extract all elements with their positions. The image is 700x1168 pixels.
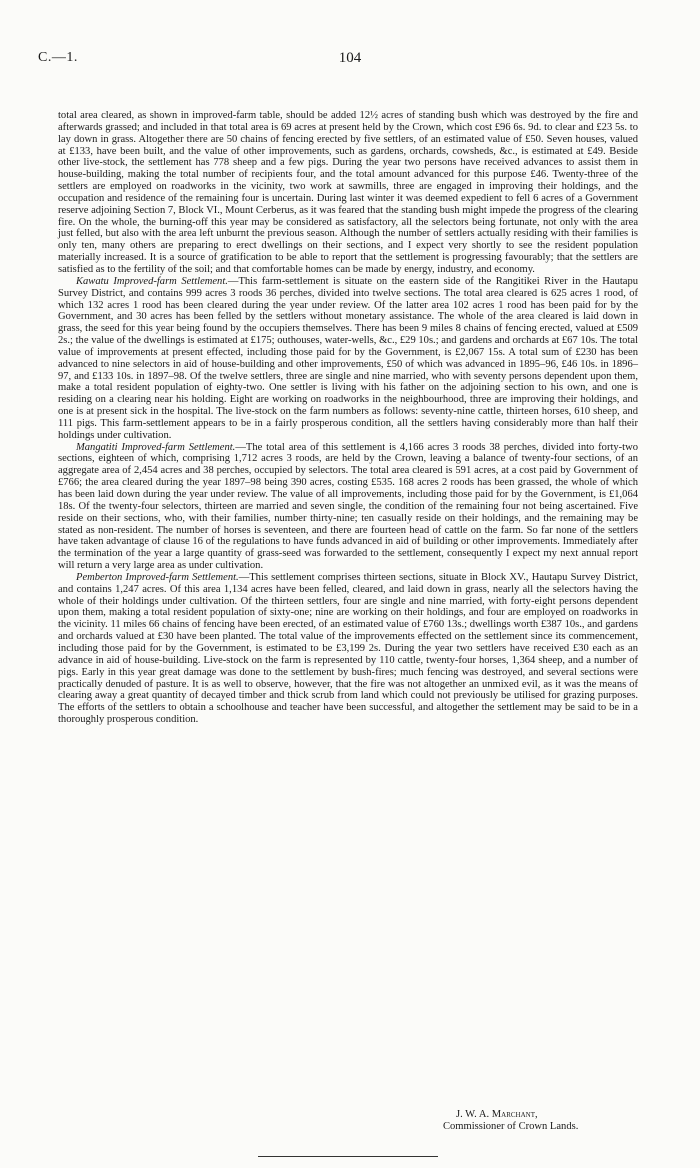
signatory-title: Commissioner of Crown Lands. — [443, 1120, 579, 1132]
section-heading-kawatu: Kawatu Improved-farm Settlement. — [76, 275, 228, 287]
document-reference: C.—1. — [38, 50, 78, 65]
section-heading-mangatiti: Mangatiti Improved-farm Settlement. — [76, 441, 236, 453]
section-heading-pemberton: Pemberton Improved-farm Settlement. — [76, 571, 239, 583]
paragraph-mangatiti — [58, 442, 638, 572]
page-number: 104 — [338, 50, 362, 66]
signature-block — [58, 1109, 638, 1133]
page-header — [38, 50, 662, 70]
paragraph-text: total area cleared, as shown in improved-farm table, should be added 12½ acres of standing bush which was destroyed by the fire and afterwards grassed; and included in that total area is 69 acres at present held by the Crown, which cost £96 6s. 9d. to clear and £23 5s. to lay down in grass. Altogether there are 50 chains of fencing erected by five settlers, of an estimated value of £50. Seven houses, valued at £133, have been built, and the value of other improvements, such as gardens, orchards, cowsheds, &c., is estimated at £49. Beside other live-stock, the settlement has 778 sheep and a few pigs. During the year two persons have received advances to assist them in house-building, making the total number of recipients four, and the total amount advanced for this purpose £46. Twenty-three of the settlers are employed on roadworks in the vicinity, two work at sawmills, three are engaged in improving their holdings, and the occupation and residence of the remaining four is uncertain. During last winter it was deemed expedient to fell 6 acres of a Government reserve adjoining Section 7, Block VI., Mount Cerberus, as it was feared that the standing bush might impede the progress of the clearing fire. On the whole, the burning-off this year may be considered as satisfactory, all the selectors being fortunate, not only with the area just felled, but also with the area left unburnt the previous season. Although the number of settlers actually residing with their families is only ten, many others are preparing to erect dwellings on their sections, and I expect very shortly to see the resident population materially increased. It is a source of gratification to be able to report that the settlement is progressing favourably; that the settlers are satisfied as to the fertility of the soil; and that comfortable homes can be made by energy, industry, and economy. — [58, 110, 638, 275]
signatory-name: J. W. A. Marchant, — [456, 1109, 538, 1120]
report-body — [58, 110, 638, 726]
paragraph-kawatu — [58, 276, 638, 442]
closing-rule — [258, 1156, 438, 1157]
paragraph-text: —This farm-settlement is situate on the eastern side of the Rangitikei River in the Hautapu Survey District, and contains 999 acres 3 roods 36 perches, divided into twelve sections. The total area cleared is 625 acres 1 rood, of which 132 acres 1 rood has been cleared during the year under review. Of the latter area 102 acres 1 rood has been paid for by the Government, and 30 acres has been felled by the settlers without monetary assistance. The whole of the area cleared is laid down in grass, the seed for this year being found by the occupiers themselves. There has been 9 miles 8 chains of fencing erected, valued at £509 2s.; the value of the dwellings is estimated at £175; outhouses, water-wells, &c., £29 10s.; and gardens and orchards at £67 10s. The total value of improvements at present effected, including those paid for by the Government, is £2,067 15s. A total sum of £230 has been advanced to nine selectors in aid of house-building and other improvements, £50 of which was advanced in 1895–96, £46 10s. in 1896–97, and £133 10s. in 1897–98. Of the twelve settlers, three are single and nine married, who with seventy persons dependent upon them, make a total resident population of eighty-two. One settler is living with his father on the adjoining section to his own, and one is residing on a clearing near his holding. Eight are working on roadworks in the neighbourhood, three are improving their holdings, and one is at present sick in the hospital. The live-stock on the farm numbers as follows: seventy-nine cattle, thirteen horses, 610 sheep, and 111 pigs. This farm-settlement appears to be in a fairly prosperous condition, all the settlers having considerably more than half their holdings under cultivation. — [58, 275, 638, 441]
paragraph-continuation — [58, 110, 638, 276]
paragraph-pemberton — [58, 572, 638, 726]
paragraph-text: —The total area of this settlement is 4,166 acres 3 roods 38 perches, divided into forty-two sections, eighteen of which, comprising 1,712 acres 3 roods, are held by the Crown, leaving a balance of twenty-four sections, of an aggregate area of 2,454 acres and 38 perches, occupied by selectors. The total area cleared is 591 acres, at a cost paid by Government of £766; the area cleared during the year 1897–98 being 390 acres, costing £535. 168 acres 2 roods has been grassed, the whole of which has been laid down during the year under review. The value of all improvements, including those paid for by the Government, is £1,064 18s. Of the twenty-four selectors, thirteen are married and seven single, the condition of the remaining four not being ascertained. Five reside on their sections, who, with their families, number thirty-nine; ten casually reside on their holdings, and the remaining may be stated as non-resident. The number of horses is seventeen, and there are fourteen head of cattle on the farm. So far none of the settlers have taken advantage of clause 16 of the regulations to have funds advanced in aid of building or other improvements. Immediately after the termination of the year a large quantity of grass-seed was forwarded to the settlement, consequently I expect my next annual report will return a very large area as under cultivation. — [58, 441, 639, 572]
paragraph-text: —This settlement comprises thirteen sections, situate in Block XV., Hautapu Survey District, and contains 1,247 acres. Of this area 1,134 acres have been felled, cleared, and laid down in grass, nearly all the selectors having the whole of their holdings under cultivation. Of the thirteen settlers, four are single and nine married, with forty-eight persons dependent upon them, making a total resident population of sixty-one; nine are working on their holdings, and four are employed on roadworks in the vicinity. 11 miles 66 chains of fencing have been erected, of an estimated value of £760 13s.; dwellings worth £387 10s., and gardens and orchards valued at £30 have been planted. The total value of the improvements effected on the settlement since its commencement, including those paid for by the Government, is estimated to be £3,199 2s. During the year two settlers have received £30 each as an advance in aid of house-building. Live-stock on the farm is represented by 110 cattle, twenty-four horses, 1,364 sheep, and a number of pigs. Early in this year great damage was done to the settlement by bush-fires; much fencing was destroyed, and several sections were practically denuded of pasture. It is as well to observe, however, that the fire was not altogether an unmixed evil, as it was the means of clearing away a great quantity of decayed timber and thick scrub from land which could not previously be utilised for grazing purposes. The efforts of the settlers to obtain a schoolhouse and teacher have been successful, and altogether the settlement may be said to be in a thoroughly prosperous condition. — [58, 571, 638, 726]
